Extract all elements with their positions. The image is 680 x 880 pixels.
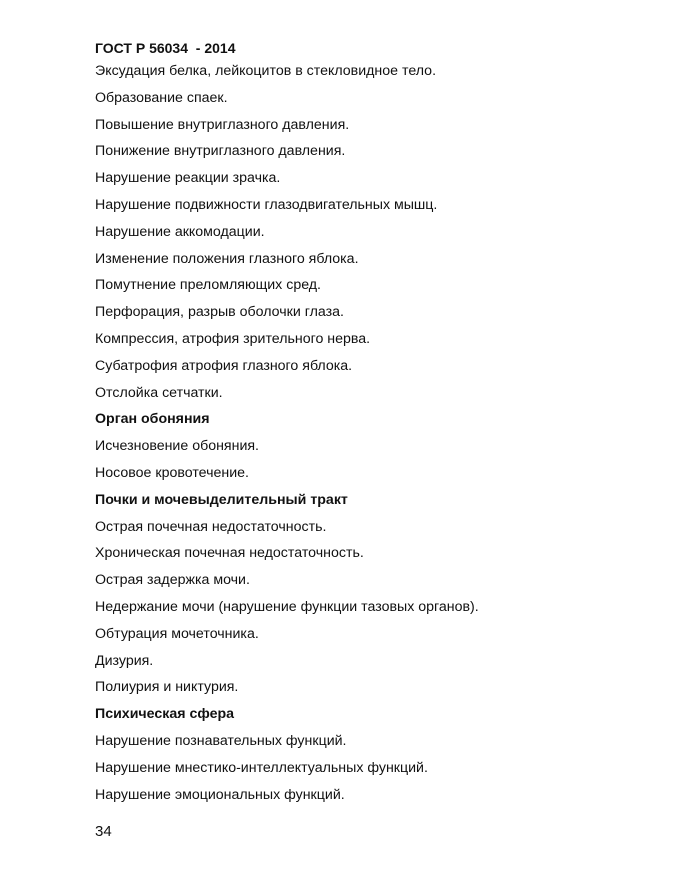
document-header: ГОСТ Р 56034 - 2014 (95, 40, 236, 56)
list-item: Нарушение подвижности глазодвигательных мышц. (95, 196, 438, 213)
section-heading: Почки и мочевыделительный тракт (95, 491, 348, 508)
list-item: Обтурация мочеточника. (95, 625, 259, 642)
list-item: Хроническая почечная недостаточность. (95, 545, 364, 562)
list-item: Нарушение аккомодации. (95, 223, 265, 240)
list-item: Перфорация, разрыв оболочки глаза. (95, 304, 344, 321)
list-item: Острая почечная недостаточность. (95, 518, 327, 535)
list-item: Помутнение преломляющих сред. (95, 277, 322, 294)
section-heading: Психическая сфера (95, 706, 235, 723)
list-item: Дизурия. (95, 652, 154, 669)
list-item: Субатрофия атрофия глазного яблока. (95, 357, 353, 374)
list-item: Исчезновение обоняния. (95, 438, 260, 455)
section-heading: Орган обоняния (95, 411, 210, 428)
list-item: Изменение положения глазного яблока. (95, 250, 359, 267)
list-item: Острая задержка мочи. (95, 572, 250, 589)
list-item: Нарушение мнестико-интеллектуальных функций. (95, 759, 428, 776)
list-item: Компрессия, атрофия зрительного нерва. (95, 330, 371, 347)
document-page (95, 0, 660, 880)
list-item: Понижение внутриглазного давления. (95, 143, 346, 160)
list-item: Отслойка сетчатки. (95, 384, 223, 401)
list-item: Носовое кровотечение. (95, 464, 249, 481)
list-item: Нарушение реакции зрачка. (95, 170, 281, 187)
list-item: Образование спаек. (95, 89, 228, 106)
document-body (95, 58, 660, 808)
list-item: Недержание мочи (нарушение функции тазовых органов). (95, 598, 479, 615)
list-item: Повышение внутриглазного давления. (95, 116, 350, 133)
line-list (95, 58, 660, 808)
list-item: Эксудация белка, лейкоцитов в стекловидное тело. (95, 63, 437, 79)
list-item: Нарушение эмоциональных функций. (95, 786, 345, 803)
page-number: 34 (95, 823, 112, 840)
list-item: Полиурия и никтурия. (95, 679, 239, 696)
list-item: Нарушение познавательных функций. (95, 732, 347, 749)
